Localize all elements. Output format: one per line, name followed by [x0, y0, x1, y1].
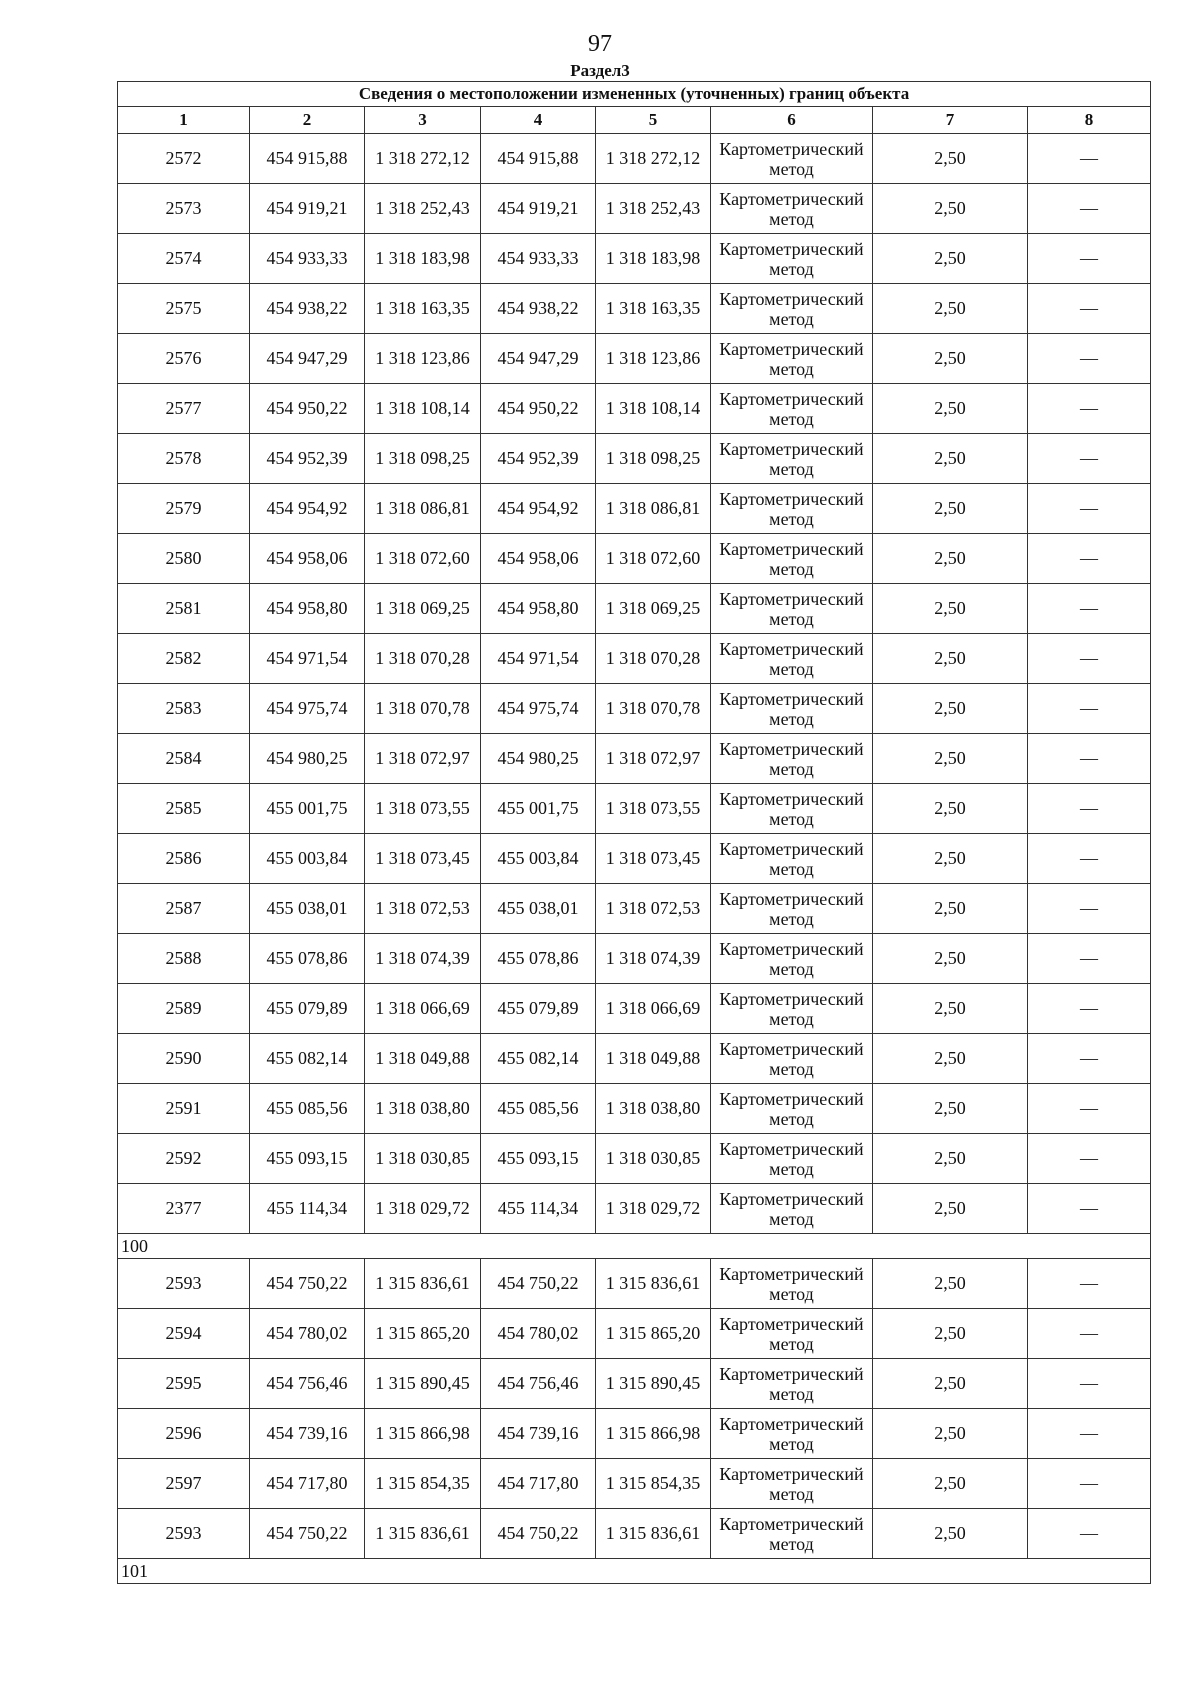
cell-method: Картометрический метод: [711, 184, 873, 234]
cell-y-new: 1 318 073,45: [596, 834, 711, 884]
cell-point-id: 2593: [118, 1259, 250, 1309]
table-row: [118, 1084, 1151, 1134]
table-row: [118, 1509, 1151, 1559]
cell-x-new: 455 003,84: [481, 834, 596, 884]
cell-x-existing: 454 954,92: [250, 484, 365, 534]
cell-x-new: 454 780,02: [481, 1309, 596, 1359]
cell-x-new: 454 958,06: [481, 534, 596, 584]
table-row: [118, 184, 1151, 234]
cell-point-id: 2579: [118, 484, 250, 534]
cell-y-new: 1 318 070,78: [596, 684, 711, 734]
cell-point-id: 2573: [118, 184, 250, 234]
cell-accuracy: 2,50: [873, 784, 1028, 834]
cell-x-existing: 454 915,88: [250, 134, 365, 184]
cell-y-existing: 1 318 069,25: [365, 584, 481, 634]
table-row: [118, 1034, 1151, 1084]
cell-note: —: [1028, 134, 1151, 184]
cell-note: —: [1028, 934, 1151, 984]
cell-point-id: 2589: [118, 984, 250, 1034]
cell-note: —: [1028, 234, 1151, 284]
cell-accuracy: 2,50: [873, 1184, 1028, 1234]
cell-x-new: 454 933,33: [481, 234, 596, 284]
cell-x-new: 454 975,74: [481, 684, 596, 734]
cell-point-id: 2580: [118, 534, 250, 584]
column-number-8: 8: [1028, 107, 1151, 134]
cell-point-id: 2574: [118, 234, 250, 284]
cell-x-new: 454 915,88: [481, 134, 596, 184]
table-row: [118, 484, 1151, 534]
cell-y-existing: 1 318 038,80: [365, 1084, 481, 1134]
cell-x-existing: 454 950,22: [250, 384, 365, 434]
cell-point-id: 2583: [118, 684, 250, 734]
cell-accuracy: 2,50: [873, 934, 1028, 984]
cell-y-new: 1 318 073,55: [596, 784, 711, 834]
cell-y-existing: 1 318 073,45: [365, 834, 481, 884]
cell-method: Картометрический метод: [711, 734, 873, 784]
group-label: 101: [118, 1559, 1151, 1584]
cell-y-existing: 1 318 066,69: [365, 984, 481, 1034]
cell-point-id: 2596: [118, 1409, 250, 1459]
cell-note: —: [1028, 1509, 1151, 1559]
cell-x-existing: 455 079,89: [250, 984, 365, 1034]
cell-x-existing: 455 078,86: [250, 934, 365, 984]
cell-x-new: 455 038,01: [481, 884, 596, 934]
cell-point-id: 2592: [118, 1134, 250, 1184]
cell-method: Картометрический метод: [711, 984, 873, 1034]
cell-x-new: 454 952,39: [481, 434, 596, 484]
cell-y-existing: 1 315 836,61: [365, 1509, 481, 1559]
boundary-coordinates-table: [117, 81, 1151, 1584]
cell-y-existing: 1 318 073,55: [365, 784, 481, 834]
cell-note: —: [1028, 1184, 1151, 1234]
column-number-1: 1: [118, 107, 250, 134]
cell-y-existing: 1 318 108,14: [365, 384, 481, 434]
cell-note: —: [1028, 1409, 1151, 1459]
cell-point-id: 2590: [118, 1034, 250, 1084]
cell-y-new: 1 318 123,86: [596, 334, 711, 384]
cell-y-new: 1 318 072,53: [596, 884, 711, 934]
page-number: 97: [588, 31, 612, 57]
cell-accuracy: 2,50: [873, 984, 1028, 1034]
cell-x-existing: 454 975,74: [250, 684, 365, 734]
cell-x-new: 454 950,22: [481, 384, 596, 434]
cell-y-new: 1 318 069,25: [596, 584, 711, 634]
cell-y-new: 1 318 108,14: [596, 384, 711, 434]
table-row: [118, 884, 1151, 934]
cell-x-new: 455 078,86: [481, 934, 596, 984]
cell-note: —: [1028, 1134, 1151, 1184]
table-caption: Сведения о местоположении измененных (уточненных) границ объекта: [118, 82, 1151, 107]
cell-y-new: 1 318 252,43: [596, 184, 711, 234]
table-row: [118, 534, 1151, 584]
cell-method: Картометрический метод: [711, 484, 873, 534]
cell-x-existing: 454 919,21: [250, 184, 365, 234]
cell-x-new: 455 079,89: [481, 984, 596, 1034]
cell-method: Картометрический метод: [711, 634, 873, 684]
cell-x-new: 454 756,46: [481, 1359, 596, 1409]
cell-note: —: [1028, 584, 1151, 634]
cell-x-new: 454 980,25: [481, 734, 596, 784]
cell-point-id: 2581: [118, 584, 250, 634]
cell-accuracy: 2,50: [873, 1459, 1028, 1509]
cell-note: —: [1028, 284, 1151, 334]
cell-x-new: 454 947,29: [481, 334, 596, 384]
cell-method: Картометрический метод: [711, 684, 873, 734]
cell-note: —: [1028, 634, 1151, 684]
cell-y-existing: 1 318 183,98: [365, 234, 481, 284]
cell-method: Картометрический метод: [711, 234, 873, 284]
cell-accuracy: 2,50: [873, 184, 1028, 234]
table-row: [118, 634, 1151, 684]
cell-point-id: 2587: [118, 884, 250, 934]
table-row: [118, 934, 1151, 984]
table-row: [118, 434, 1151, 484]
cell-x-new: 454 971,54: [481, 634, 596, 684]
cell-method: Картометрический метод: [711, 1134, 873, 1184]
table-row: [118, 584, 1151, 634]
cell-y-existing: 1 318 098,25: [365, 434, 481, 484]
cell-point-id: 2586: [118, 834, 250, 884]
cell-method: Картометрический метод: [711, 1359, 873, 1409]
cell-x-new: 455 001,75: [481, 784, 596, 834]
cell-note: —: [1028, 784, 1151, 834]
cell-accuracy: 2,50: [873, 684, 1028, 734]
cell-y-new: 1 315 866,98: [596, 1409, 711, 1459]
column-number-7: 7: [873, 107, 1028, 134]
cell-x-new: 454 954,92: [481, 484, 596, 534]
cell-method: Картометрический метод: [711, 584, 873, 634]
cell-method: Картометрический метод: [711, 1309, 873, 1359]
cell-x-existing: 454 780,02: [250, 1309, 365, 1359]
cell-accuracy: 2,50: [873, 734, 1028, 784]
cell-point-id: 2593: [118, 1509, 250, 1559]
cell-note: —: [1028, 834, 1151, 884]
cell-x-existing: 454 952,39: [250, 434, 365, 484]
cell-accuracy: 2,50: [873, 434, 1028, 484]
cell-note: —: [1028, 684, 1151, 734]
cell-accuracy: 2,50: [873, 1134, 1028, 1184]
table-row: [118, 834, 1151, 884]
cell-x-existing: 454 750,22: [250, 1259, 365, 1309]
group-label: 100: [118, 1234, 1151, 1259]
group-label-row: [118, 1559, 1151, 1584]
cell-note: —: [1028, 1259, 1151, 1309]
cell-point-id: 2585: [118, 784, 250, 834]
cell-y-existing: 1 318 049,88: [365, 1034, 481, 1084]
cell-accuracy: 2,50: [873, 484, 1028, 534]
cell-method: Картометрический метод: [711, 784, 873, 834]
cell-x-new: 455 085,56: [481, 1084, 596, 1134]
cell-x-existing: 454 756,46: [250, 1359, 365, 1409]
table-row: [118, 1359, 1151, 1409]
cell-method: Картометрический метод: [711, 1084, 873, 1134]
cell-y-existing: 1 315 865,20: [365, 1309, 481, 1359]
cell-y-new: 1 318 049,88: [596, 1034, 711, 1084]
cell-method: Картометрический метод: [711, 1259, 873, 1309]
cell-point-id: 2597: [118, 1459, 250, 1509]
cell-y-new: 1 315 865,20: [596, 1309, 711, 1359]
cell-y-new: 1 318 030,85: [596, 1134, 711, 1184]
cell-method: Картометрический метод: [711, 434, 873, 484]
cell-y-existing: 1 318 029,72: [365, 1184, 481, 1234]
cell-accuracy: 2,50: [873, 1309, 1028, 1359]
cell-y-new: 1 318 070,28: [596, 634, 711, 684]
cell-note: —: [1028, 384, 1151, 434]
cell-note: —: [1028, 734, 1151, 784]
cell-point-id: 2582: [118, 634, 250, 684]
cell-x-existing: 455 114,34: [250, 1184, 365, 1234]
cell-y-existing: 1 318 072,97: [365, 734, 481, 784]
cell-y-existing: 1 318 070,78: [365, 684, 481, 734]
column-number-2: 2: [250, 107, 365, 134]
cell-y-existing: 1 318 072,53: [365, 884, 481, 934]
table-row: [118, 984, 1151, 1034]
cell-accuracy: 2,50: [873, 1409, 1028, 1459]
cell-point-id: 2591: [118, 1084, 250, 1134]
cell-accuracy: 2,50: [873, 834, 1028, 884]
table-body: [118, 134, 1151, 1584]
cell-y-new: 1 318 066,69: [596, 984, 711, 1034]
column-number-5: 5: [596, 107, 711, 134]
cell-point-id: 2588: [118, 934, 250, 984]
cell-y-new: 1 318 029,72: [596, 1184, 711, 1234]
cell-x-new: 454 750,22: [481, 1259, 596, 1309]
cell-accuracy: 2,50: [873, 1259, 1028, 1309]
cell-method: Картометрический метод: [711, 1409, 873, 1459]
cell-accuracy: 2,50: [873, 334, 1028, 384]
cell-y-existing: 1 315 866,98: [365, 1409, 481, 1459]
cell-point-id: 2584: [118, 734, 250, 784]
table-row: [118, 334, 1151, 384]
cell-method: Картометрический метод: [711, 1184, 873, 1234]
cell-x-existing: 454 971,54: [250, 634, 365, 684]
table-row: [118, 1409, 1151, 1459]
cell-note: —: [1028, 1034, 1151, 1084]
cell-x-existing: 454 980,25: [250, 734, 365, 784]
table-row: [118, 1184, 1151, 1234]
cell-x-new: 454 938,22: [481, 284, 596, 334]
cell-note: —: [1028, 884, 1151, 934]
cell-accuracy: 2,50: [873, 384, 1028, 434]
table-row: [118, 1134, 1151, 1184]
cell-x-new: 454 919,21: [481, 184, 596, 234]
cell-x-new: 454 958,80: [481, 584, 596, 634]
cell-y-new: 1 318 072,97: [596, 734, 711, 784]
cell-y-new: 1 318 098,25: [596, 434, 711, 484]
table-row: [118, 684, 1151, 734]
cell-note: —: [1028, 1359, 1151, 1409]
cell-accuracy: 2,50: [873, 1359, 1028, 1409]
cell-accuracy: 2,50: [873, 884, 1028, 934]
column-number-row: [118, 107, 1151, 134]
cell-note: —: [1028, 1309, 1151, 1359]
cell-note: —: [1028, 984, 1151, 1034]
cell-y-existing: 1 318 272,12: [365, 134, 481, 184]
cell-x-new: 455 082,14: [481, 1034, 596, 1084]
table-caption-row: [118, 82, 1151, 107]
cell-point-id: 2578: [118, 434, 250, 484]
cell-y-existing: 1 318 070,28: [365, 634, 481, 684]
table-row: [118, 384, 1151, 434]
cell-y-existing: 1 318 030,85: [365, 1134, 481, 1184]
cell-y-new: 1 318 086,81: [596, 484, 711, 534]
cell-y-new: 1 315 836,61: [596, 1509, 711, 1559]
cell-accuracy: 2,50: [873, 1034, 1028, 1084]
cell-y-existing: 1 318 086,81: [365, 484, 481, 534]
cell-x-existing: 454 947,29: [250, 334, 365, 384]
table-row: [118, 784, 1151, 834]
cell-point-id: 2572: [118, 134, 250, 184]
cell-point-id: 2595: [118, 1359, 250, 1409]
cell-accuracy: 2,50: [873, 534, 1028, 584]
table-row: [118, 284, 1151, 334]
table-row: [118, 1309, 1151, 1359]
cell-y-new: 1 318 272,12: [596, 134, 711, 184]
cell-note: —: [1028, 334, 1151, 384]
cell-point-id: 2575: [118, 284, 250, 334]
cell-x-existing: 454 938,22: [250, 284, 365, 334]
group-label-row: [118, 1234, 1151, 1259]
cell-y-new: 1 318 038,80: [596, 1084, 711, 1134]
cell-accuracy: 2,50: [873, 634, 1028, 684]
cell-y-existing: 1 315 854,35: [365, 1459, 481, 1509]
cell-x-new: 455 114,34: [481, 1184, 596, 1234]
cell-x-existing: 454 739,16: [250, 1409, 365, 1459]
cell-x-existing: 455 082,14: [250, 1034, 365, 1084]
table-row: [118, 734, 1151, 784]
cell-note: —: [1028, 484, 1151, 534]
cell-y-new: 1 315 854,35: [596, 1459, 711, 1509]
cell-note: —: [1028, 434, 1151, 484]
cell-x-existing: 454 717,80: [250, 1459, 365, 1509]
cell-y-existing: 1 315 890,45: [365, 1359, 481, 1409]
table-row: [118, 134, 1151, 184]
cell-accuracy: 2,50: [873, 1084, 1028, 1134]
cell-method: Картометрический метод: [711, 384, 873, 434]
cell-x-new: 455 093,15: [481, 1134, 596, 1184]
column-number-4: 4: [481, 107, 596, 134]
cell-x-existing: 454 933,33: [250, 234, 365, 284]
cell-x-existing: 455 003,84: [250, 834, 365, 884]
cell-accuracy: 2,50: [873, 584, 1028, 634]
cell-y-new: 1 318 183,98: [596, 234, 711, 284]
cell-y-existing: 1 318 163,35: [365, 284, 481, 334]
cell-accuracy: 2,50: [873, 1509, 1028, 1559]
cell-x-existing: 455 085,56: [250, 1084, 365, 1134]
cell-x-existing: 455 093,15: [250, 1134, 365, 1184]
column-number-3: 3: [365, 107, 481, 134]
cell-x-new: 454 750,22: [481, 1509, 596, 1559]
cell-y-existing: 1 318 123,86: [365, 334, 481, 384]
cell-x-new: 454 739,16: [481, 1409, 596, 1459]
section-title: Раздел3: [570, 61, 630, 80]
cell-note: —: [1028, 1459, 1151, 1509]
cell-y-existing: 1 318 072,60: [365, 534, 481, 584]
cell-method: Картометрический метод: [711, 834, 873, 884]
cell-point-id: 2594: [118, 1309, 250, 1359]
cell-x-existing: 455 038,01: [250, 884, 365, 934]
cell-x-existing: 455 001,75: [250, 784, 365, 834]
cell-method: Картометрический метод: [711, 884, 873, 934]
cell-x-new: 454 717,80: [481, 1459, 596, 1509]
cell-point-id: 2377: [118, 1184, 250, 1234]
cell-accuracy: 2,50: [873, 134, 1028, 184]
cell-y-existing: 1 318 252,43: [365, 184, 481, 234]
cell-method: Картометрический метод: [711, 1509, 873, 1559]
cell-method: Картометрический метод: [711, 1459, 873, 1509]
cell-y-new: 1 318 072,60: [596, 534, 711, 584]
cell-y-new: 1 315 836,61: [596, 1259, 711, 1309]
cell-method: Картометрический метод: [711, 934, 873, 984]
cell-note: —: [1028, 184, 1151, 234]
cell-x-existing: 454 750,22: [250, 1509, 365, 1559]
cell-method: Картометрический метод: [711, 134, 873, 184]
cell-x-existing: 454 958,80: [250, 584, 365, 634]
table-row: [118, 234, 1151, 284]
cell-y-existing: 1 315 836,61: [365, 1259, 481, 1309]
cell-accuracy: 2,50: [873, 284, 1028, 334]
cell-method: Картометрический метод: [711, 534, 873, 584]
cell-y-existing: 1 318 074,39: [365, 934, 481, 984]
cell-y-new: 1 318 074,39: [596, 934, 711, 984]
cell-method: Картометрический метод: [711, 334, 873, 384]
cell-note: —: [1028, 1084, 1151, 1134]
table-row: [118, 1459, 1151, 1509]
table-row: [118, 1259, 1151, 1309]
cell-method: Картометрический метод: [711, 1034, 873, 1084]
cell-y-new: 1 318 163,35: [596, 284, 711, 334]
cell-point-id: 2576: [118, 334, 250, 384]
column-number-6: 6: [711, 107, 873, 134]
cell-method: Картометрический метод: [711, 284, 873, 334]
cell-note: —: [1028, 534, 1151, 584]
cell-y-new: 1 315 890,45: [596, 1359, 711, 1409]
cell-x-existing: 454 958,06: [250, 534, 365, 584]
cell-accuracy: 2,50: [873, 234, 1028, 284]
cell-point-id: 2577: [118, 384, 250, 434]
